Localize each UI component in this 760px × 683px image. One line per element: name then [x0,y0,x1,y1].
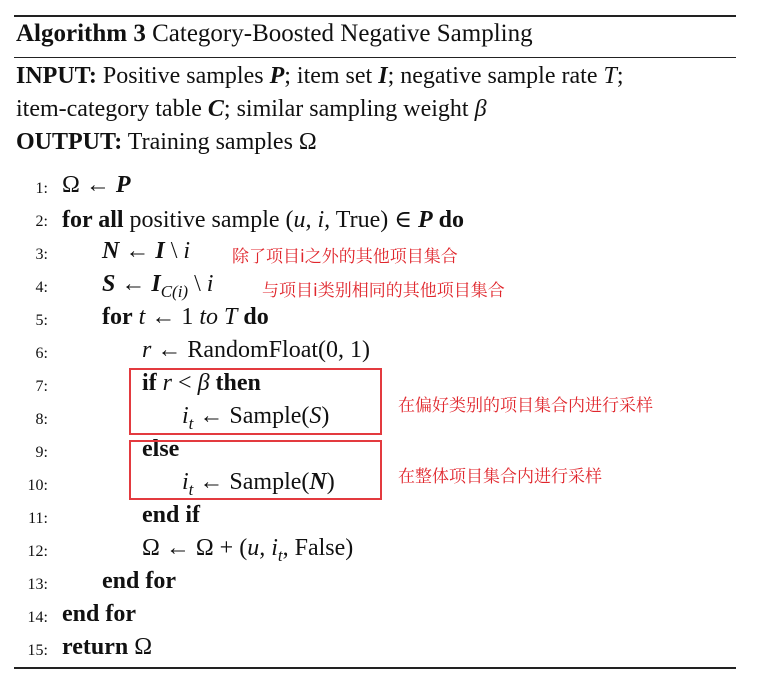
highlight-box-overall [129,440,382,500]
header-rule [14,57,736,58]
math-subscript: t [188,479,194,499]
output-text: Training samples Ω [127,129,317,155]
keyword: do [438,207,465,233]
math-symbol: I [151,271,161,297]
math-symbol: P [269,63,285,89]
math-subscript: t [188,413,194,433]
top-rule [14,15,736,17]
math-symbol: u, i [247,535,278,561]
line-number: 1: [35,180,48,197]
input-line-1 [16,63,624,90]
input-keyword: INPUT: [16,63,97,89]
line-number: 6: [35,345,48,362]
code-part: Ω ← Ω + ( [142,535,248,561]
math-symbol: t [138,304,146,330]
algorithm-title [16,20,533,48]
line-number: 15: [27,642,48,659]
code-part: \ [194,271,201,297]
code-text [142,337,370,364]
annotation-box1: 在偏好类别的项目集合内进行采样 [398,396,653,416]
math-symbol: I [155,238,165,264]
annotation-box2: 在整体项目集合内进行采样 [398,467,602,487]
line-number: 14: [27,609,48,626]
keyword: for [102,304,133,330]
code-part: < [178,370,192,396]
math-symbol: S [102,271,116,297]
code-part: Ω [134,634,153,660]
line-number: 8: [35,411,48,428]
math-symbol: N [102,238,120,264]
code-part: \ [170,238,178,264]
code-part: , False) [282,535,354,561]
code-text [102,568,176,595]
code-part: ← 1 [151,304,194,330]
code-part: ← [121,271,146,297]
output-line [16,129,317,156]
code-part: Ω ← [62,172,110,198]
keyword: end if [142,502,201,528]
math-subscript: C(i) [160,281,189,301]
code-text [102,238,190,265]
math-symbol: i [182,469,189,495]
code-part: ) [321,403,330,429]
input-text: ; similar sampling weight [223,96,469,122]
line-number: 13: [27,576,48,593]
input-text: Positive samples [102,63,264,89]
code-text [62,634,152,661]
math-symbol: u, i, [293,207,331,233]
keyword: return [62,634,129,660]
math-symbol: r [142,337,152,363]
math-symbol: I [378,63,388,89]
annotation-line4: 与项目i类别相同的其他项目集合 [262,281,505,301]
math-symbol: T [603,63,617,89]
keyword: then [215,370,261,396]
line-number: 11: [28,510,48,527]
line-number: 5: [35,312,48,329]
math-symbol: P [417,207,433,233]
input-text: ; [616,63,624,89]
keyword: end for [62,601,136,627]
code-part: positive sample ( [129,207,294,233]
math-symbol: C [207,96,224,122]
code-text [102,304,269,331]
keyword: else [142,436,180,462]
input-text: ; item set [284,63,373,89]
code-text [62,601,136,628]
keyword: for all [62,207,124,233]
math-subscript: t [277,545,283,565]
code-text [62,205,464,234]
math-symbol: T [224,304,238,330]
line-number: 12: [27,543,48,560]
line-number: 2: [35,213,48,230]
math-symbol: r [162,370,173,396]
math-symbol: i [206,271,214,297]
code-part: True) ∈ [335,207,412,233]
code-part: ← Sample( [199,403,310,429]
math-symbol: β [474,96,487,122]
input-line-2 [16,96,487,123]
line-number: 10: [27,477,48,494]
code-part: ) [326,469,335,495]
annotation-line3: 除了项目i之外的其他项目集合 [232,247,458,267]
output-keyword: OUTPUT: [16,129,123,155]
code-text [142,535,353,566]
math-symbol: i [182,403,189,429]
math-symbol: N [309,469,327,495]
algorithm-name: Category-Boosted Negative Sampling [152,20,533,47]
keyword: if [142,370,157,396]
line-number: 3: [35,246,48,263]
line-number: 4: [35,279,48,296]
keyword: end for [102,568,176,594]
code-part: ← [125,238,150,264]
math-symbol: i [183,238,191,264]
keyword: do [243,304,269,330]
bottom-rule [14,667,736,669]
input-text: ; negative sample rate [387,63,598,89]
code-part: ← Sample( [199,469,310,495]
code-part: ← RandomFloat(0, 1) [157,337,370,363]
math-symbol: P [115,172,131,198]
code-text [142,502,200,529]
code-part: to [199,304,218,330]
code-text [102,271,213,302]
math-symbol: S [309,403,322,429]
math-symbol: β [197,370,210,396]
highlight-box-similar [129,368,382,435]
input-text: item-category table [16,96,202,122]
line-number: 9: [35,444,48,461]
line-number: 7: [35,378,48,395]
algorithm-label: Algorithm 3 [16,20,146,47]
code-text [62,172,131,199]
